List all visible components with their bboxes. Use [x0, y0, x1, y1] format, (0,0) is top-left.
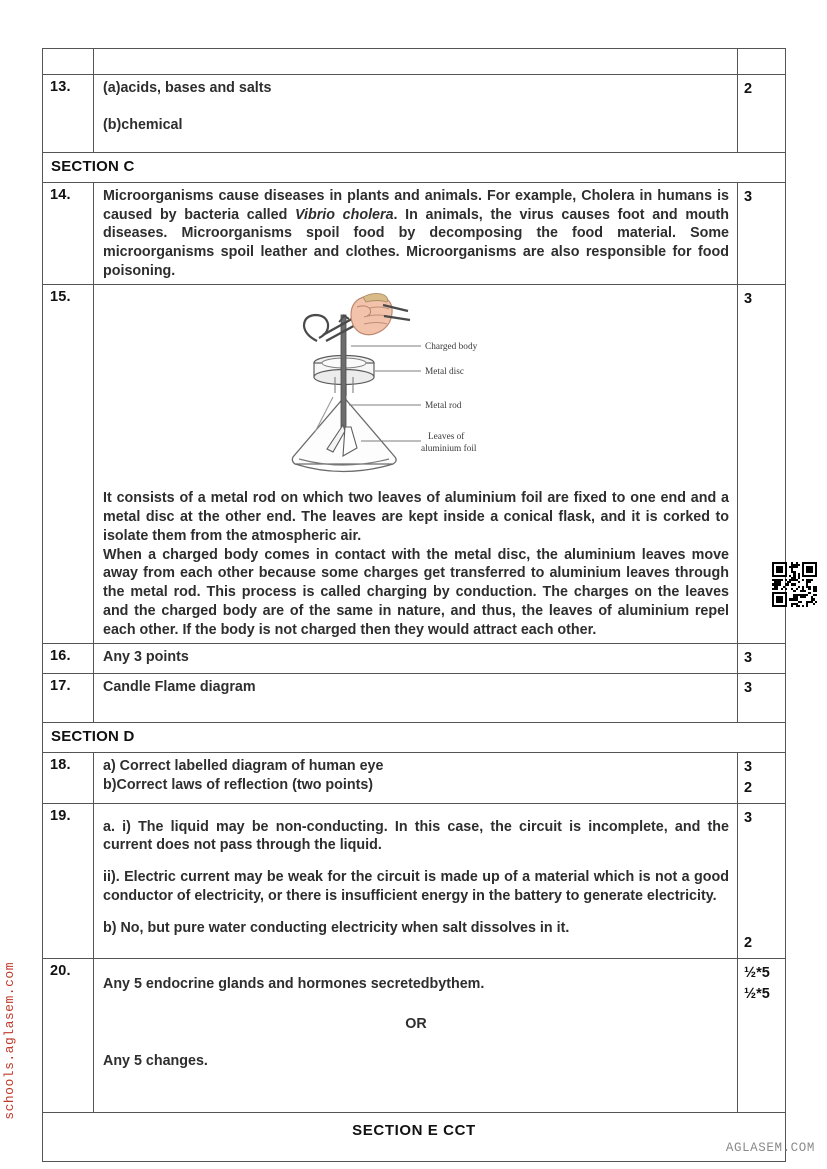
figure-label-leaves-line2: aluminium foil: [421, 444, 477, 455]
footer-brand: AGLASEM.COM: [725, 1141, 815, 1155]
cell-section: [43, 722, 786, 752]
cell-marks-empty: [738, 49, 786, 75]
answer-line: (b)chemical: [103, 117, 183, 134]
answer-key-table: [42, 48, 786, 1162]
cell-section-center: [43, 1112, 786, 1161]
marks-value: 3: [744, 809, 753, 826]
section-heading: SECTION C: [51, 157, 135, 175]
answer-paragraph: [103, 187, 729, 281]
answer-text-italic: Vibrio cholera: [295, 206, 394, 223]
cell-marks: [738, 75, 786, 153]
answer-paragraph: a. i) The liquid may be non-conducting. In this case, the circuit is incomplete, and the current does not pass through the liquid.: [103, 818, 729, 854]
cell-body: [94, 75, 738, 153]
cell-marks: [738, 958, 786, 1112]
table-row-section: [43, 1112, 786, 1161]
cell-number: [43, 674, 94, 722]
electroscope-diagram: [271, 289, 561, 489]
marks-value: 3: [744, 680, 753, 697]
qr-code-icon: [772, 562, 817, 607]
table-row: [43, 182, 786, 285]
figure-label-metal-disc: Metal disc: [425, 367, 464, 378]
marks-value: 2: [744, 779, 753, 796]
cell-body: [94, 958, 738, 1112]
answer-line: (a)acids, bases and salts: [103, 80, 272, 96]
marks-value: 2: [744, 81, 753, 97]
marks-value: ½*5: [744, 964, 770, 981]
question-number: 17.: [50, 678, 71, 695]
cell-body: [94, 285, 738, 644]
answer-text-pre: Microorganisms cause diseases in plants and animals. For example, Cholera in humans is caused by bacteria called: [103, 187, 729, 223]
cell-marks: [738, 803, 786, 958]
question-number: 14.: [50, 186, 71, 203]
marks-value: 2: [744, 934, 753, 951]
spacer: [103, 98, 729, 116]
answer-line: Any 5 changes.: [103, 1053, 208, 1070]
question-number: 13.: [50, 79, 71, 95]
marks-value: 3: [744, 650, 753, 667]
cell-marks: [738, 644, 786, 674]
table-row-section: [43, 722, 786, 752]
table-row: [43, 803, 786, 958]
cell-number: [43, 285, 94, 644]
answer-or-separator: OR: [405, 1016, 427, 1033]
answer-line: a) Correct labelled diagram of human eye: [103, 757, 384, 774]
answer-text-post: . In animals, the virus causes foot and mouth diseases. Microorganisms spoil food by decomposing the food material. Some microorganisms spoil leather and clothes. Microorganisms are also responsible for food poisoning.: [103, 206, 729, 279]
cell-body-empty: [94, 49, 738, 75]
answer-paragraph: b) No, but pure water conducting electricity when salt dissolves in it.: [103, 919, 570, 936]
cell-number: [43, 182, 94, 285]
cell-body: [94, 674, 738, 722]
figure-container: [103, 289, 729, 489]
cell-marks: [738, 674, 786, 722]
answer-paragraph: It consists of a metal rod on which two leaves of aluminium foil are fixed to one end and a metal disc at the other end. The leaves are kept inside a conical flask, and it is corked to isolate them from the atmospheric air.: [103, 490, 729, 544]
question-number: 16.: [50, 648, 71, 665]
table-row: [43, 75, 786, 153]
table-row: [43, 958, 786, 1112]
section-heading: SECTION D: [51, 727, 135, 745]
side-watermark: schools.aglasem.com: [2, 962, 17, 1120]
figure-label-metal-rod: Metal rod: [425, 401, 462, 412]
cell-marks: [738, 752, 786, 803]
question-number: 15.: [50, 289, 71, 306]
answer-line: Any 3 points: [103, 649, 189, 666]
answer-paragraph: ii). Electric current may be weak for the circuit is made up of a material which is not a good conductor of electricity, or there is insufficient energy in the battery to generate electricity.: [103, 869, 729, 904]
cell-body: [94, 182, 738, 285]
cell-section: [43, 152, 786, 182]
figure-label-leaves-line1: Leaves of: [428, 432, 465, 443]
section-heading: SECTION E CCT: [352, 1121, 476, 1139]
marks-value: 3: [744, 291, 753, 308]
marks-value: 3: [744, 758, 753, 775]
cell-number: [43, 752, 94, 803]
table-row: [43, 752, 786, 803]
table-row-section: [43, 152, 786, 182]
cell-number: [43, 644, 94, 674]
figure-label-charged-body: Charged body: [425, 342, 478, 353]
answer-paragraph: When a charged body comes in contact with the metal disc, the aluminium leaves move away from each other because some charges get transferred to aluminium leaves through the metal rod. This process is called charging by conduction. The charges on the leaves and the charged body are of the same in nature, and thus, the leaves of aluminium repel each other. If the body is not charged then they would attract each other.: [103, 546, 729, 638]
cell-number: [43, 75, 94, 153]
question-number: 18.: [50, 756, 71, 773]
cell-body: [94, 752, 738, 803]
answer-line: Any 5 endocrine glands and hormones secretedbythem.: [103, 975, 485, 992]
question-number: 19.: [50, 807, 71, 824]
table-row: [43, 644, 786, 674]
cell-body: [94, 803, 738, 958]
marks-value: ½*5: [744, 985, 770, 1002]
table-row: [43, 49, 786, 75]
table-row: [43, 285, 786, 644]
question-number: 20.: [50, 962, 71, 979]
cell-number-empty: [43, 49, 94, 75]
answer-line: Candle Flame diagram: [103, 679, 256, 696]
cell-number: [43, 803, 94, 958]
answer-line: b)Correct laws of reflection (two points): [103, 777, 374, 794]
cell-number: [43, 958, 94, 1112]
table-row: [43, 674, 786, 722]
marks-value: 3: [744, 188, 753, 205]
cell-marks: [738, 182, 786, 285]
cell-body: [94, 644, 738, 674]
